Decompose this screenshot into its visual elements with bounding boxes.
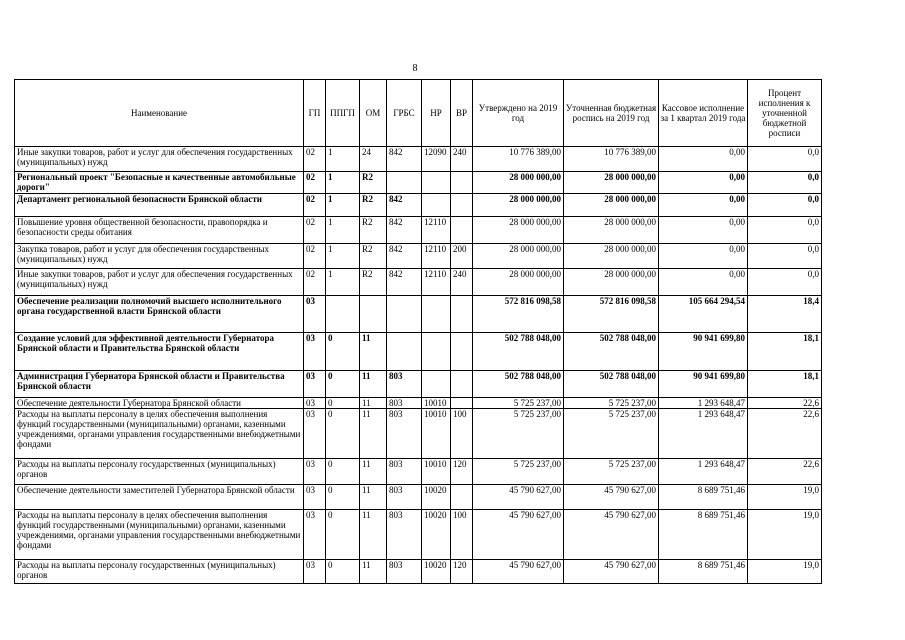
grbs-code — [387, 172, 422, 194]
execution-percent: 18,1 — [748, 371, 822, 398]
vr-code: 120 — [451, 560, 473, 584]
table-row — [15, 333, 822, 371]
table-row — [15, 147, 822, 172]
ppgp-code: 0 — [326, 371, 360, 398]
table-row — [15, 485, 822, 510]
row-name: Расходы на выплаты персоналу в целях обеспечения выполнения функций государственными (муниципальными) органами, казенными учреждениями, органами управления государственными внебюджетными фондами — [15, 510, 304, 560]
refined-amount: 502 788 048,00 — [564, 371, 659, 398]
om-code: R2 — [360, 172, 387, 194]
execution-percent: 18,4 — [748, 296, 822, 333]
nr-code: 10010 — [422, 398, 451, 409]
budget-table — [14, 79, 822, 584]
approved-amount: 28 000 000,00 — [473, 194, 564, 217]
page-number: 8 — [412, 63, 418, 74]
approved-amount: 502 788 048,00 — [473, 371, 564, 398]
column-header: Уточненная бюджетная роспись на 2019 год — [564, 80, 659, 147]
cash-execution: 0,00 — [659, 217, 748, 244]
row-name: Администрация Губернатора Брянской области и Правительства Брянской области — [15, 371, 304, 398]
refined-amount: 5 725 237,00 — [564, 398, 659, 409]
table-row — [15, 398, 822, 409]
refined-amount: 5 725 237,00 — [564, 409, 659, 459]
om-code: R2 — [360, 194, 387, 217]
table-row — [15, 510, 822, 560]
grbs-code: 803 — [387, 398, 422, 409]
grbs-code: 803 — [387, 409, 422, 459]
vr-code: 100 — [451, 510, 473, 560]
column-header: Утверждено на 2019 год — [473, 80, 564, 147]
vr-code — [451, 217, 473, 244]
column-header: Кассовое исполнение за 1 квартал 2019 года — [659, 80, 748, 147]
ppgp-code: 1 — [326, 172, 360, 194]
execution-percent: 19,0 — [748, 485, 822, 510]
cash-execution: 105 664 294,54 — [659, 296, 748, 333]
execution-percent: 19,0 — [748, 560, 822, 584]
om-code: 11 — [360, 510, 387, 560]
gp-code: 03 — [304, 409, 326, 459]
cash-execution: 1 293 648,47 — [659, 459, 748, 485]
row-name: Иные закупки товаров, работ и услуг для обеспечения государственных (муниципальных) нужд — [15, 269, 304, 296]
om-code — [360, 296, 387, 333]
cash-execution: 0,00 — [659, 147, 748, 172]
nr-code — [422, 172, 451, 194]
nr-code: 10010 — [422, 459, 451, 485]
approved-amount: 45 790 627,00 — [473, 485, 564, 510]
ppgp-code: 1 — [326, 147, 360, 172]
refined-amount: 28 000 000,00 — [564, 269, 659, 296]
gp-code: 02 — [304, 147, 326, 172]
execution-percent: 0,0 — [748, 172, 822, 194]
om-code: R2 — [360, 217, 387, 244]
ppgp-code: 1 — [326, 244, 360, 269]
approved-amount: 10 776 389,00 — [473, 147, 564, 172]
om-code: 11 — [360, 333, 387, 371]
nr-code — [422, 333, 451, 371]
vr-code — [451, 398, 473, 409]
row-name: Обеспечение деятельности Губернатора Брянской области — [15, 398, 304, 409]
refined-amount: 45 790 627,00 — [564, 560, 659, 584]
vr-code — [451, 333, 473, 371]
vr-code — [451, 194, 473, 217]
row-name: Расходы на выплаты персоналу государственных (муниципальных) органов — [15, 459, 304, 485]
approved-amount: 502 788 048,00 — [473, 333, 564, 371]
gp-code: 03 — [304, 371, 326, 398]
column-header: ВР — [451, 80, 473, 147]
refined-amount: 502 788 048,00 — [564, 333, 659, 371]
approved-amount: 45 790 627,00 — [473, 560, 564, 584]
om-code: 11 — [360, 560, 387, 584]
cash-execution: 0,00 — [659, 269, 748, 296]
grbs-code: 803 — [387, 485, 422, 510]
table-row — [15, 459, 822, 485]
gp-code: 03 — [304, 459, 326, 485]
grbs-code: 803 — [387, 459, 422, 485]
vr-code: 240 — [451, 269, 473, 296]
grbs-code — [387, 296, 422, 333]
cash-execution: 8 689 751,46 — [659, 560, 748, 584]
refined-amount: 28 000 000,00 — [564, 244, 659, 269]
cash-execution: 0,00 — [659, 194, 748, 217]
grbs-code: 803 — [387, 560, 422, 584]
execution-percent: 0,0 — [748, 269, 822, 296]
gp-code: 03 — [304, 296, 326, 333]
cash-execution: 1 293 648,47 — [659, 409, 748, 459]
nr-code: 10020 — [422, 510, 451, 560]
om-code: 11 — [360, 409, 387, 459]
om-code: 24 — [360, 147, 387, 172]
nr-code — [422, 371, 451, 398]
table-header-row — [15, 80, 822, 147]
nr-code — [422, 296, 451, 333]
gp-code: 02 — [304, 172, 326, 194]
row-name: Департамент региональной безопасности Брянской области — [15, 194, 304, 217]
approved-amount: 572 816 098,58 — [473, 296, 564, 333]
nr-code: 12110 — [422, 217, 451, 244]
approved-amount: 5 725 237,00 — [473, 459, 564, 485]
approved-amount: 5 725 237,00 — [473, 409, 564, 459]
gp-code: 03 — [304, 485, 326, 510]
approved-amount: 28 000 000,00 — [473, 217, 564, 244]
ppgp-code: 0 — [326, 459, 360, 485]
row-name: Обеспечение реализации полномочий высшего исполнительного органа государственной власти Брянской области — [15, 296, 304, 333]
vr-code — [451, 172, 473, 194]
row-name: Расходы на выплаты персоналу государственных (муниципальных) органов — [15, 560, 304, 584]
ppgp-code: 0 — [326, 560, 360, 584]
table-row — [15, 172, 822, 194]
ppgp-code: 1 — [326, 217, 360, 244]
execution-percent: 22,6 — [748, 398, 822, 409]
execution-percent: 0,0 — [748, 147, 822, 172]
approved-amount: 28 000 000,00 — [473, 244, 564, 269]
gp-code: 02 — [304, 244, 326, 269]
vr-code: 120 — [451, 459, 473, 485]
table-row — [15, 244, 822, 269]
refined-amount: 45 790 627,00 — [564, 485, 659, 510]
table-row — [15, 194, 822, 217]
ppgp-code: 0 — [326, 485, 360, 510]
ppgp-code: 1 — [326, 269, 360, 296]
grbs-code — [387, 333, 422, 371]
gp-code: 02 — [304, 217, 326, 244]
approved-amount: 45 790 627,00 — [473, 510, 564, 560]
row-name: Обеспечение деятельности заместителей Губернатора Брянской области — [15, 485, 304, 510]
ppgp-code: 0 — [326, 398, 360, 409]
cash-execution: 0,00 — [659, 172, 748, 194]
vr-code — [451, 485, 473, 510]
cash-execution: 90 941 699,80 — [659, 333, 748, 371]
om-code: 11 — [360, 371, 387, 398]
row-name: Закупка товаров, работ и услуг для обеспечения государственных (муниципальных) нужд — [15, 244, 304, 269]
approved-amount: 5 725 237,00 — [473, 398, 564, 409]
refined-amount: 5 725 237,00 — [564, 459, 659, 485]
gp-code: 03 — [304, 560, 326, 584]
refined-amount: 28 000 000,00 — [564, 217, 659, 244]
grbs-code: 842 — [387, 217, 422, 244]
row-name: Создание условий для эффективной деятельности Губернатора Брянской области и Правительства Брянской области — [15, 333, 304, 371]
gp-code: 02 — [304, 194, 326, 217]
execution-percent: 0,0 — [748, 217, 822, 244]
grbs-code: 842 — [387, 244, 422, 269]
execution-percent: 22,6 — [748, 459, 822, 485]
cash-execution: 1 293 648,47 — [659, 398, 748, 409]
table-row — [15, 269, 822, 296]
table-row — [15, 217, 822, 244]
grbs-code: 803 — [387, 371, 422, 398]
nr-code: 10020 — [422, 485, 451, 510]
approved-amount: 28 000 000,00 — [473, 172, 564, 194]
nr-code: 12110 — [422, 244, 451, 269]
vr-code: 200 — [451, 244, 473, 269]
refined-amount: 28 000 000,00 — [564, 194, 659, 217]
cash-execution: 0,00 — [659, 244, 748, 269]
nr-code: 10010 — [422, 409, 451, 459]
refined-amount: 10 776 389,00 — [564, 147, 659, 172]
nr-code: 10020 — [422, 560, 451, 584]
refined-amount: 28 000 000,00 — [564, 172, 659, 194]
nr-code — [422, 194, 451, 217]
column-header: ОМ — [360, 80, 387, 147]
row-name: Повышение уровня общественной безопасности, правопорядка и безопасности среды обитания — [15, 217, 304, 244]
table-row — [15, 371, 822, 398]
execution-percent: 22,6 — [748, 409, 822, 459]
refined-amount: 572 816 098,58 — [564, 296, 659, 333]
ppgp-code: 0 — [326, 333, 360, 371]
ppgp-code: 1 — [326, 194, 360, 217]
vr-code — [451, 371, 473, 398]
column-header: ГП — [304, 80, 326, 147]
grbs-code: 803 — [387, 510, 422, 560]
om-code: R2 — [360, 244, 387, 269]
ppgp-code: 0 — [326, 409, 360, 459]
table-row — [15, 560, 822, 584]
execution-percent: 19,0 — [748, 510, 822, 560]
nr-code: 12090 — [422, 147, 451, 172]
om-code: 11 — [360, 485, 387, 510]
ppgp-code — [326, 296, 360, 333]
table-row — [15, 409, 822, 459]
row-name: Иные закупки товаров, работ и услуг для обеспечения государственных (муниципальных) нужд — [15, 147, 304, 172]
execution-percent: 0,0 — [748, 244, 822, 269]
column-header: ГРБС — [387, 80, 422, 147]
vr-code: 100 — [451, 409, 473, 459]
table-row — [15, 296, 822, 333]
column-header: НР — [422, 80, 451, 147]
om-code: 11 — [360, 398, 387, 409]
execution-percent: 18,1 — [748, 333, 822, 371]
gp-code: 03 — [304, 510, 326, 560]
column-header: ППГП — [326, 80, 360, 147]
column-header: Процент исполнения к уточненной бюджетной росписи — [748, 80, 822, 147]
gp-code: 03 — [304, 333, 326, 371]
ppgp-code: 0 — [326, 510, 360, 560]
om-code: R2 — [360, 269, 387, 296]
execution-percent: 0,0 — [748, 194, 822, 217]
vr-code — [451, 296, 473, 333]
cash-execution: 8 689 751,46 — [659, 510, 748, 560]
cash-execution: 8 689 751,46 — [659, 485, 748, 510]
gp-code: 02 — [304, 269, 326, 296]
grbs-code: 842 — [387, 147, 422, 172]
row-name: Региональный проект "Безопасные и качественные автомобильные дороги" — [15, 172, 304, 194]
cash-execution: 90 941 699,80 — [659, 371, 748, 398]
grbs-code: 842 — [387, 194, 422, 217]
vr-code: 240 — [451, 147, 473, 172]
approved-amount: 28 000 000,00 — [473, 269, 564, 296]
refined-amount: 45 790 627,00 — [564, 510, 659, 560]
om-code: 11 — [360, 459, 387, 485]
gp-code: 03 — [304, 398, 326, 409]
grbs-code: 842 — [387, 269, 422, 296]
column-header: Наименование — [15, 80, 304, 147]
nr-code: 12110 — [422, 269, 451, 296]
row-name: Расходы на выплаты персоналу в целях обеспечения выполнения функций государственными (муниципальными) органами, казенными учреждениями, органами управления государственными внебюджетными фондами — [15, 409, 304, 459]
